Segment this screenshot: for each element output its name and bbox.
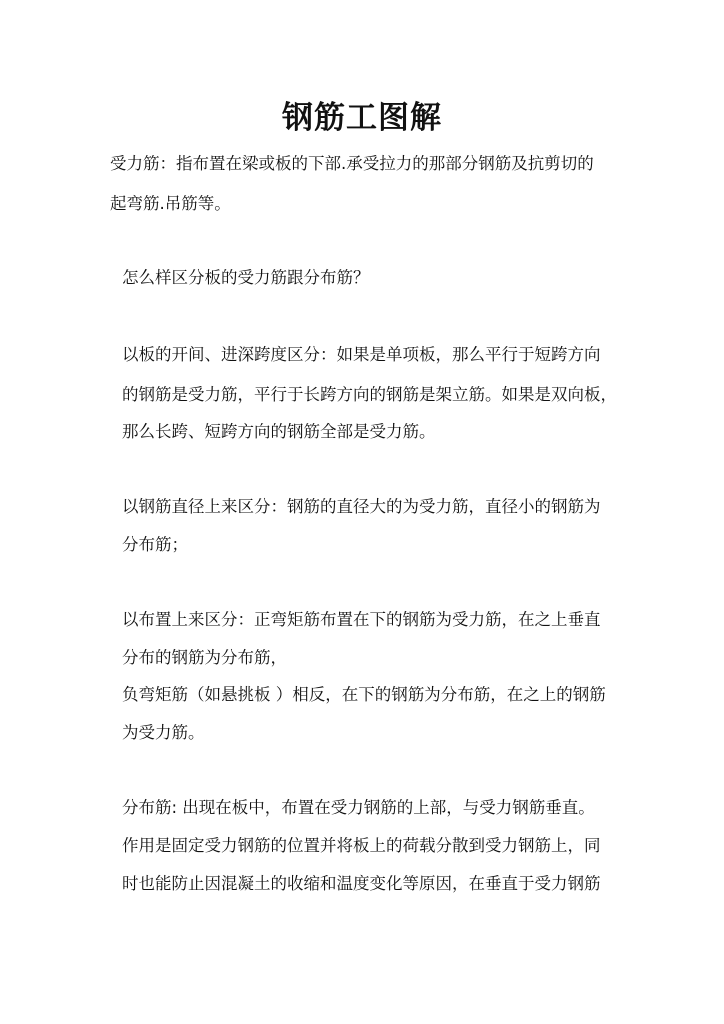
text-line: 为受力筋。 [122, 723, 205, 742]
text-line: 以板的开间、进深跨度区分：如果是单项板，那么平行于短跨方向 [122, 345, 601, 364]
text-line: 以布置上来区分：正弯矩筋布置在下的钢筋为受力筋，在之上垂直 [122, 610, 601, 629]
text-line: 那么长跨、短跨方向的钢筋全部是受力筋。 [122, 422, 436, 441]
text-line: 的钢筋是受力筋，平行于长跨方向的钢筋是架立筋。如果是双向板， [122, 385, 617, 404]
text-line: 负弯矩筋（如悬挑板 ）相反，在下的钢筋为分布筋，在之上的钢筋 [122, 685, 606, 704]
text-line: 分布筋； [122, 535, 188, 554]
text-line: 分布筋: 出现在板中，布置在受力钢筋的上部，与受力钢筋垂直。 [122, 798, 595, 817]
text-line: 以钢筋直径上来区分：钢筋的直径大的为受力筋，直径小的钢筋为 [122, 497, 601, 516]
text-line: 受力筋：指布置在梁或板的下部.承受拉力的那部分钢筋及抗剪切的 [110, 154, 594, 173]
text-line: 作用是固定受力钢筋的位置并将板上的荷载分散到受力钢筋上，同 [122, 836, 601, 855]
text-line: 起弯筋.吊筋等。 [110, 194, 231, 213]
text-line: 分布的钢筋为分布筋， [122, 648, 287, 667]
text-line: 时也能防止因混凝土的收缩和温度变化等原因，在垂直于受力钢筋 [122, 874, 601, 893]
text-line: 怎么样区分板的受力筋跟分布筋？ [122, 268, 370, 287]
document-title: 钢筋工图解 [282, 100, 442, 136]
